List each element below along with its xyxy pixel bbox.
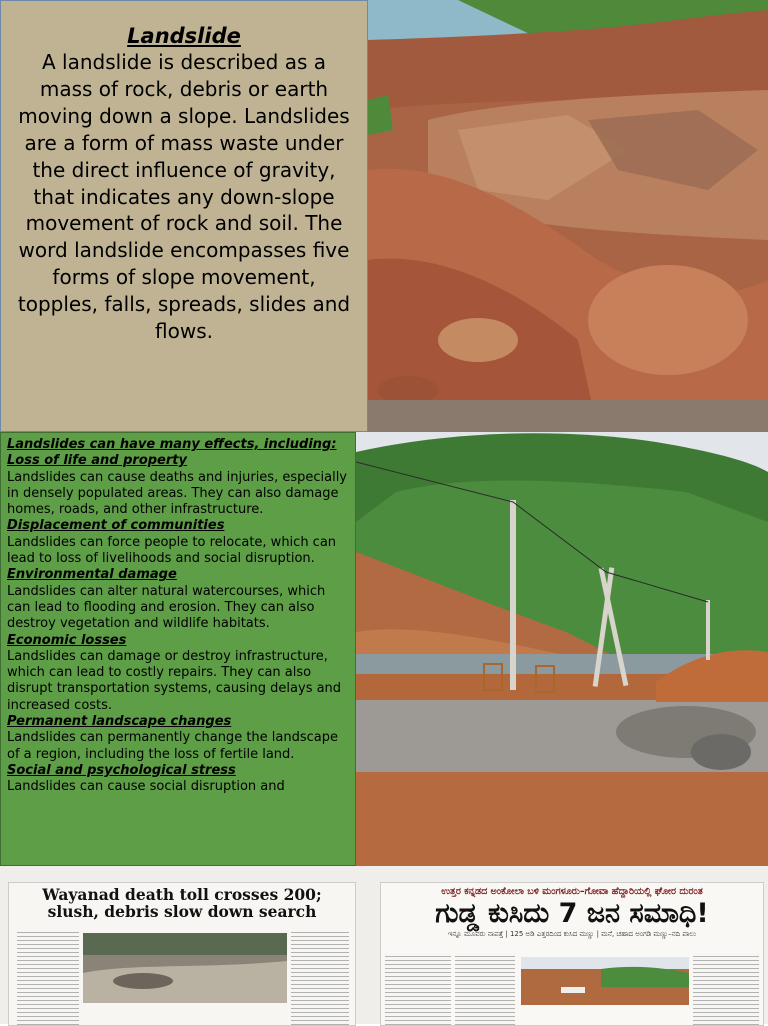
newspaper-column [693, 953, 759, 1025]
effect-heading: Permanent landscape changes [7, 714, 232, 730]
effect-heading: Displacement of communities [7, 518, 225, 534]
newspaper-column [385, 953, 451, 1025]
effect-heading: Social and psychological stress [7, 762, 236, 778]
effect-text: Landslides can damage or destroy infrastructure, which can lead to costly repairs. They can also disrupt transportation systems, causing delays and increased costs. [7, 648, 342, 713]
intro-body: A landslide is described as a mass of rock, debris or earth moving down a slope. Landslides are a form of mass waste under the direct influence of gravity, that indicates any down-slope movement of rock and soil. The word landslide encompasses five forms of slope movement, topples, falls, spreads, slides and flows. [17, 50, 351, 344]
newspaper-clipping-wayanad [8, 882, 356, 1026]
effect-heading: Loss of life and property [7, 453, 187, 469]
newspaper-column [17, 929, 79, 1025]
effect-heading: Environmental damage [7, 567, 177, 583]
newspaper-headline: Wayanad death toll crosses 200; slush, debris slow down search [42, 885, 322, 921]
effects-panel [0, 432, 356, 866]
effect-text: Landslides can permanently change the landscape of a region, including the loss of fertile land. [7, 730, 338, 762]
newspaper-subheadline: ಇನ್ನೂ ಮೂವರು ನಾಪತ್ತೆ | 125 ಅಡಿ ಎತ್ತರದಿಂದ ಕುಸಿದ ಮಣ್ಣು | ಮನೆ, ಚಹಾದ ಅಂಗಡಿ ಮಣ್ಣು–ನದಿ ಪಾಲು [447, 930, 697, 938]
effect-text: Landslides can force people to relocate, which can lead to loss of livelihoods and social disruption. [7, 534, 337, 567]
newspaper-column [291, 929, 349, 1025]
newspaper-clipping-kannada [380, 882, 764, 1026]
landslide-hillside-photo [368, 0, 768, 432]
effect-heading: Economic losses [7, 632, 127, 648]
effect-text: Landslides can cause deaths and injuries, especially in densely populated areas. They can also damage homes, roads, and other infrastructure. [7, 469, 347, 518]
newspaper-kicker: ಉತ್ತರ ಕನ್ನಡದ ಅಂಕೋಲಾ ಬಳಿ ಮಂಗಳೂರು–ಗೋವಾ ಹೆದ್ದಾರಿಯಲ್ಲಿ ಘೋರ ದುರಂತ [441, 886, 703, 897]
newspaper-column [455, 953, 515, 1025]
debris-road-photo [356, 432, 768, 866]
intro-panel [0, 0, 368, 432]
intro-title: Landslide [127, 24, 241, 48]
effects-lead: Landslides can have many effects, including: [7, 437, 337, 452]
newspaper-photo [521, 957, 689, 1005]
newspaper-photo [83, 933, 287, 1003]
newspaper-headline: ಗುಡ್ಡ ಕುಸಿದು 7 ಜನ ಸಮಾಧಿ! [435, 898, 709, 929]
effect-text: Landslides can cause social disruption and [7, 779, 285, 795]
effect-text: Landslides can alter natural watercourses, which can lead to flooding and erosion. They can also destroy vegetation and wildlife habitats. [7, 583, 326, 632]
